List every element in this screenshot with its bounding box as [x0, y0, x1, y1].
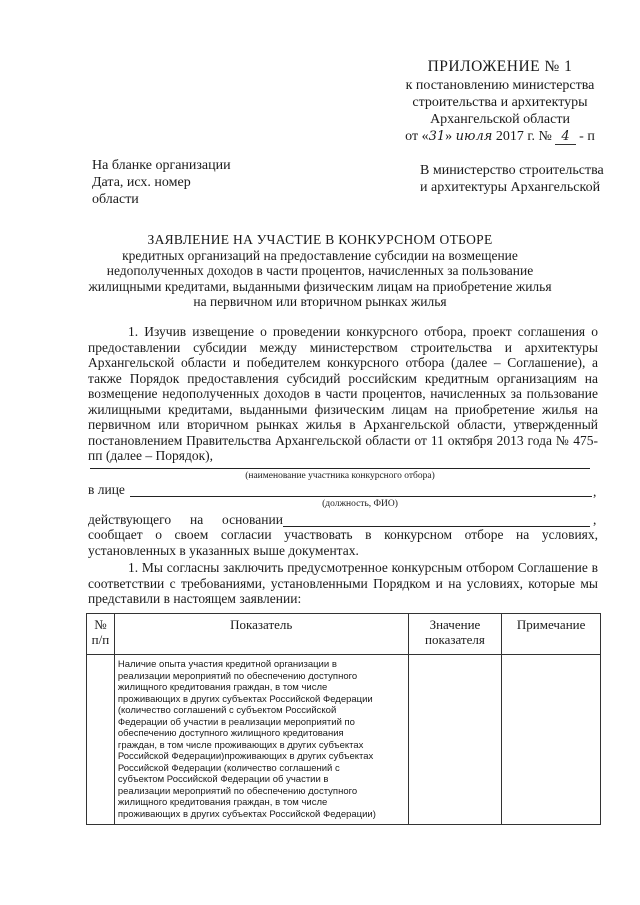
- row-note-cell[interactable]: [502, 655, 601, 825]
- letterhead-note: На бланке организации Дата, исх. номер области: [92, 158, 231, 207]
- row-indicator-cell: Наличие опыта участия кредитной организации в реализации мероприятий по обеспечению доступного жилищного кредитования граждан, в том числе проживающих в других субъектах Российской Федерации (количество соглашений с субъектом Российской Федерации об участии в реализации мероприятий по обеспечению доступного жилищного кредитования граждан, в том числе проживающих в других субъектах Российской Федерации)проживающих в других субъектах Российской Федерации (количество соглашений с субъектом Российской Федерации об участии в реализации мероприятий по обеспечению доступного жилищного кредитования граждан, в том числе проживающих в других субъектах Российской Федерации): [114, 655, 408, 825]
- appendix-heading: ПРИЛОЖЕНИЕ № 1: [427, 58, 573, 75]
- table-row: [87, 655, 601, 825]
- title-main: ЗАЯВЛЕНИЕ НА УЧАСТИЕ В КОНКУРСНОМ ОТБОРЕ: [147, 232, 493, 247]
- table-header-row: [87, 614, 601, 655]
- in-person-label: в лице: [88, 482, 125, 497]
- acting-label: действующего: [88, 512, 172, 527]
- appendix-line-2: строительства и архитектуры: [412, 95, 588, 110]
- handwritten-month: июля: [455, 129, 493, 144]
- row-value-cell[interactable]: [408, 655, 502, 825]
- appendix-date-line: от «31» июля 2017 г. № 4 - п: [405, 129, 595, 144]
- appendix-line-3: Архангельской области: [430, 112, 570, 127]
- position-caption: (должность, ФИО): [322, 499, 398, 509]
- appendix-line-1: к постановлению министерства: [405, 78, 595, 93]
- participant-name-line[interactable]: [90, 468, 590, 469]
- participant-caption: (наименование участника конкурсного отбора): [245, 471, 435, 481]
- col-number-header: № п/п: [87, 614, 115, 655]
- col-value-header: Значение показателя: [408, 614, 502, 655]
- row-number-cell: [87, 655, 115, 825]
- in-person-line[interactable]: [130, 496, 592, 497]
- paragraph-1: 1. Изучив извещение о проведении конкурсного отбора, проект соглашения о предоставлении субсидии между министерством строительства и архитектуры Архангельской области и победителем конкурсного отбора (далее – Соглашение), а также Порядок предоставления субсидий российским кредитным организациям на возмещение недополученных доходов в части процентов, начисленных за пользование жилищными кредитами, выданными физическим лицам на приобретение жилья на первичном или вторичном рынках жилья в Архангельской области, утвержденный постановлением Правительства Архангельской области от 11 октября 2013 года № 475-пп (далее – Порядок),: [88, 324, 598, 463]
- document-title: ЗАЯВЛЕНИЕ НА УЧАСТИЕ В КОНКУРСНОМ ОТБОРЕ кредитных организаций на предоставление субсидии на возмещение недополученных доходов в части процентов, начисленных за пользование жилищными кредитами, выданными физическим лицам на приобретение жилья на первичном или вторичном рынках жилья: [60, 232, 580, 310]
- addressee: В министерство строительства и архитектуры Архангельской: [420, 163, 604, 195]
- appendix-block: [380, 58, 620, 145]
- indicators-table: [86, 613, 601, 825]
- handwritten-number: 4: [555, 129, 575, 145]
- col-note-header: Примечание: [502, 614, 601, 655]
- paragraph-2: 1. Мы согласны заключить предусмотренное конкурсным отбором Соглашение в соответствии с требованиями, установленными Порядком и на условиях, которые мы представили в настоящем заявлении:: [88, 560, 598, 606]
- handwritten-day: 31: [428, 129, 446, 144]
- col-indicator-header: Показатель: [114, 614, 408, 655]
- consent-text: сообщает о своем согласии участвовать в конкурсном отборе на условиях, установленных в указанных выше документах.: [88, 527, 598, 558]
